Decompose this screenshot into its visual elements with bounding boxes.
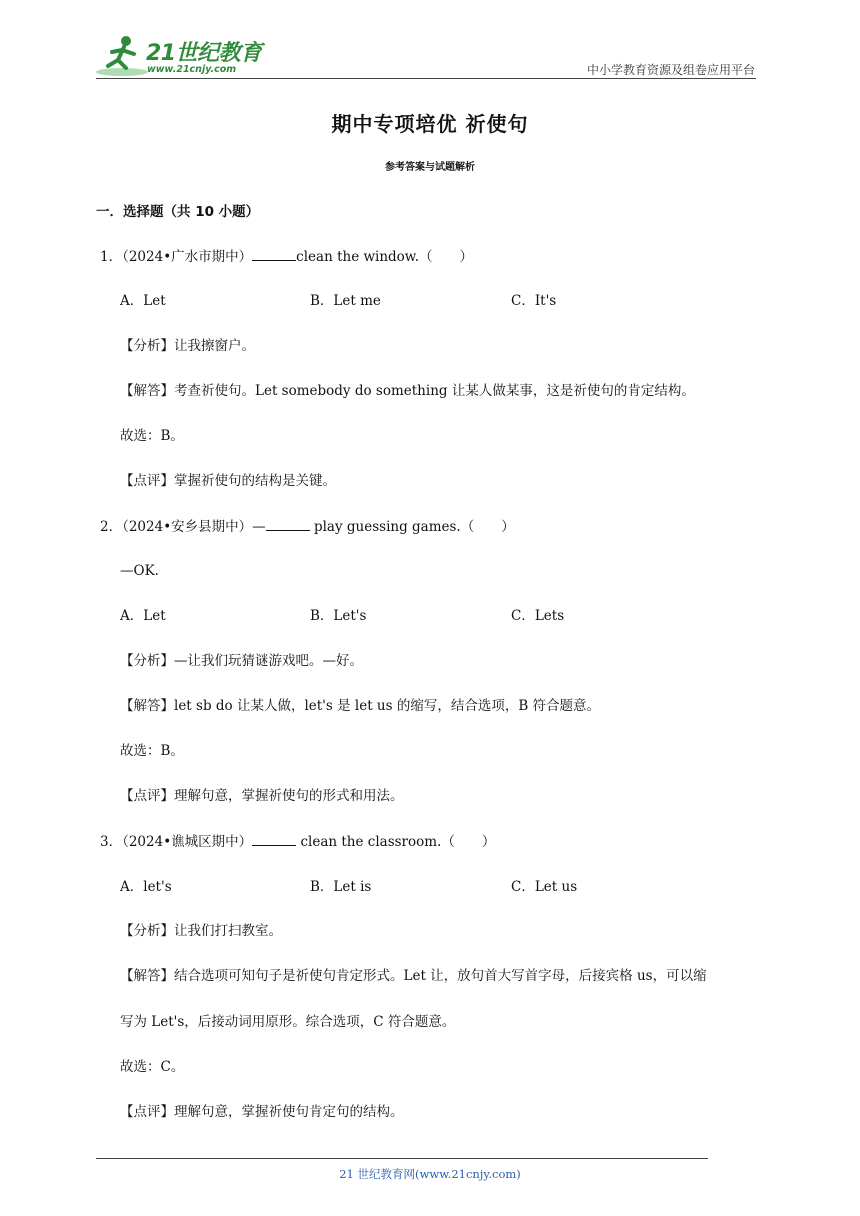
- choice: 故选：B。: [120, 428, 184, 444]
- logo-url: www.21cnjy.com: [147, 64, 237, 75]
- option-b: B．Let is: [310, 879, 372, 895]
- answer-explanation: 【解答】let sb do 让某人做，let's 是 let us 的缩写，结合选项，B 符合题意。: [120, 698, 601, 714]
- option-a: A．Let: [120, 293, 166, 309]
- option-b: B．Let's: [310, 608, 367, 624]
- footer-link[interactable]: 21 世纪教育网(www.21cnjy.com): [339, 1167, 521, 1181]
- answer-blank: [252, 832, 296, 846]
- question-2-stem: [100, 517, 515, 536]
- question-text: clean the window.（ ）: [296, 249, 474, 265]
- analysis: 【分析】—让我们玩猜谜游戏吧。—好。: [120, 653, 363, 669]
- analysis: 【分析】让我擦窗户。: [120, 338, 255, 354]
- page-title: 期中专项培优 祈使句: [331, 112, 529, 136]
- question-number: 2．: [100, 519, 123, 535]
- header-divider: [96, 78, 756, 79]
- section-heading: 一．选择题（共 10 小题）: [96, 204, 260, 220]
- question-text: clean the classroom.（ ）: [296, 834, 496, 850]
- logo-text: 21世纪教育: [146, 41, 262, 66]
- answer-explanation: 【解答】考查祈使句。Let somebody do something 让某人做某事，这是祈使句的肯定结构。: [120, 383, 695, 399]
- answer-explanation-cont: 写为 Let's，后接动词用原形。综合选项，C 符合题意。: [120, 1014, 456, 1030]
- option-c: C．Lets: [511, 608, 565, 624]
- question-number: 1．: [100, 249, 123, 265]
- choice: 故选：B。: [120, 743, 184, 759]
- footer-divider: [96, 1158, 708, 1159]
- option-a: A．Let: [120, 608, 166, 624]
- question-source: （2024•谯城区期中）: [122, 834, 253, 850]
- choice: 故选：C。: [120, 1059, 185, 1075]
- option-c: C．Let us: [511, 879, 578, 895]
- option-b: B．Let me: [310, 293, 381, 309]
- comment: 【点评】理解句意，掌握祈使句肯定句的结构。: [120, 1104, 404, 1120]
- page-subtitle: 参考答案与试题解析: [385, 162, 475, 173]
- platform-name: 中小学教育资源及组卷应用平台: [586, 63, 755, 77]
- question-1-stem: [100, 247, 473, 266]
- comment: 【点评】掌握祈使句的结构是关键。: [120, 473, 336, 489]
- option-c: C．It's: [511, 293, 557, 309]
- page-header: [0, 0, 860, 80]
- question-source: （2024•安乡县期中）—: [122, 519, 266, 535]
- answer-blank: [266, 517, 310, 531]
- option-a: A．let's: [120, 879, 172, 895]
- question-3-stem: [100, 832, 495, 851]
- question-source: （2024•广水市期中）: [122, 249, 253, 265]
- comment: 【点评】理解句意，掌握祈使句的形式和用法。: [120, 788, 404, 804]
- answer-blank: [252, 247, 296, 261]
- question-text: play guessing games.（ ）: [309, 519, 515, 535]
- answer-explanation: 【解答】结合选项可知句子是祈使句肯定形式。Let 让，放句首大写首字母，后接宾格 us，可以缩: [120, 968, 707, 984]
- question-2-reply: —OK.: [120, 563, 159, 579]
- analysis: 【分析】让我们打扫教室。: [120, 923, 282, 939]
- question-number: 3．: [100, 834, 123, 850]
